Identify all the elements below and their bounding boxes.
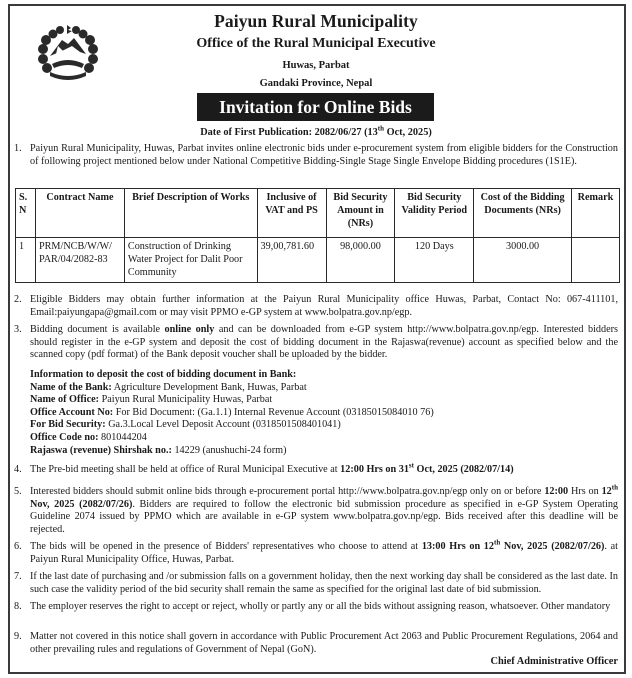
cell-remark (571, 238, 619, 283)
publication-date (0, 124, 632, 138)
col-header-remark: Remark (571, 189, 619, 238)
notice-item-9 (14, 631, 618, 656)
item-text: Eligible Bidders may obtain further information at the Paiyun Rural Municipality office Huwas, Parbat, Contact No: 067-411101, Email:paiyungapa@gmail.com or may visit PPMO e-GP system at www.bolpatra.gov.np/egp. (30, 294, 618, 318)
bids-table (15, 188, 620, 283)
bank-info-label: For Bid Security: (30, 419, 106, 431)
item-number: 9. (14, 631, 22, 642)
item-text-bold-part: Nov, 2025 (2082/07/26) (500, 541, 605, 552)
item-number: 2. (14, 294, 22, 305)
notice-item-4 (14, 461, 618, 477)
cell-bid-security-amount: 98,000.00 (326, 238, 395, 283)
item-text-part: Interested bidders should submit online bids through e-procurement portal http://www.bolpatra.gov.np/egp only on or before (30, 486, 545, 497)
item-number: 6. (14, 541, 22, 552)
item-text-part: The bids will be opened in the presence of Bidders' representatives who choose to attend at (30, 541, 422, 552)
notice-title-banner: Invitation for Online Bids (197, 93, 434, 121)
bank-info-value: Ga.3.Local Level Deposit Account (0318501508401041) (105, 419, 341, 431)
item-text-bold: 12:00 (544, 486, 569, 497)
item-text (30, 538, 618, 566)
col-header-contract-name: Contract Name (35, 189, 124, 238)
col-header-inclusive-vat: Inclusive of VAT and PS (257, 189, 326, 238)
bank-deposit-info (30, 369, 620, 457)
bank-info-label: Name of the Bank: (30, 381, 112, 393)
cell-bidding-doc-cost: 3000.00 (474, 238, 572, 283)
bank-info-label: Office Account No: (30, 406, 114, 418)
item-text-bold-part: 13:00 Hrs on 12 (421, 541, 494, 552)
cell-bid-security-validity: 120 Days (395, 238, 474, 283)
item-text-part: The Pre-bid meeting shall be held at office of Rural Municipal Executive at (30, 464, 341, 475)
col-header-bid-security-validity: Bid Security Validity Period (395, 189, 474, 238)
col-header-bidding-doc-cost: Cost of the Bidding Documents (NRs) (474, 189, 572, 238)
bank-info-value: 14229 (anushuchi-24 form) (171, 444, 287, 456)
bank-info-line (30, 445, 620, 458)
item-text-bold: online only (164, 324, 215, 335)
notice-item-8 (14, 601, 618, 614)
item-number: 4. (14, 464, 22, 475)
bank-info-line (30, 382, 620, 395)
item-number: 7. (14, 571, 22, 582)
col-header-bid-security-amount: Bid Security Amount in (NRs) (326, 189, 395, 238)
notice-item-2 (14, 294, 618, 319)
bank-info-label: Rajaswa (revenue) Shirshak no.: (30, 444, 172, 456)
item-text (30, 483, 619, 536)
notice-item-7 (14, 571, 618, 596)
pub-date-text: Date of First Publication: 2082/06/27 (13 (200, 127, 378, 138)
item-text-part: . Bidders are required to follow the electronic bid submission procedure as specified in e-GP System Operating Guideline 2074 issued by PPMO which are available in e-GP system www.bolpatra.gov.np/egp. Bids received after this deadline will be rejected. (30, 498, 619, 535)
pub-date-sup: th (377, 124, 385, 133)
item-text: Matter not covered in this notice shall govern in accordance with Public Procurement Act 2063 and Public Procurement Regulations, 2064 and other prevailing rules and regulations of Government of Nepal (GoN). (30, 631, 618, 655)
bank-info-line (30, 394, 620, 407)
bank-info-line (30, 432, 620, 445)
bank-info-value: For Bid Document: (Ga.1.1) Internal Revenue Account (03185015084010 76) (113, 406, 434, 418)
table-header-row (16, 189, 620, 238)
office-location: Huwas, Parbat (282, 60, 350, 71)
cell-description: Construction of Drinking Water Project for Dalit Poor Community (124, 238, 257, 283)
notice-item-5 (14, 483, 619, 536)
item-number: 8. (14, 601, 22, 612)
cell-contract-name: PRM/NCB/W/W/ PAR/04/2082-83 (35, 238, 124, 283)
cell-sn: 1 (16, 238, 36, 283)
item-text-bold-part: Nov, 2025 (2082/07/26) (30, 498, 133, 510)
col-header-description: Brief Description of Works (124, 189, 257, 238)
item-text-part: . at Paiyun Rural Municipality Office, Huwas, Parbat. (30, 541, 618, 565)
notice-item-6 (14, 538, 618, 566)
item-text-bold-part: Oct, 2025 (2082/07/14) (413, 464, 514, 475)
bank-info-value: 801044204 (98, 431, 147, 443)
pub-date-text-end: Oct, 2025) (384, 127, 432, 138)
item-text-part: and can be downloaded from e-GP system http://www.bolpatra.gov.np/egp. Interested bidders should register in the e-GP system and deposit the cost of bidding document in the Rajaswa(revenue) account as specified below and the scanned copy (pdf format) of the Bank deposit voucher shall be uploaded by the bidder. (30, 324, 619, 361)
bank-info-heading: Information to deposit the cost of bidding document in Bank: (30, 369, 297, 380)
bank-info-label: Office Code no: (30, 431, 99, 443)
item-text-sup: st (408, 461, 414, 470)
item-text-bold-part: 12 (601, 486, 612, 497)
office-name: Office of the Rural Municipal Executive (196, 36, 436, 51)
signatory-title: Chief Administrative Officer (490, 656, 618, 667)
item-text-sup: th (611, 483, 618, 492)
item-text (30, 461, 618, 477)
table-row (16, 238, 620, 283)
item-number: 1. (14, 143, 22, 154)
office-province: Gandaki Province, Nepal (259, 78, 373, 89)
item-text-part: Hrs on (568, 486, 602, 497)
bank-info-label: Name of Office: (30, 394, 100, 406)
item-number: 5. (14, 486, 22, 497)
item-text-bold-part: 12:00 Hrs on 31 (340, 464, 409, 475)
cell-inclusive-vat: 39,00,781.60 (257, 238, 326, 283)
item-text: If the last date of purchasing and /or submission falls on a government holiday, then the next working day shall be considered as the last date. In such case the validity period of the bid security shall remain the same as specified for the original last date of bid submission. (30, 571, 618, 595)
item-text-bold (421, 538, 605, 552)
item-text: The employer reserves the right to accept or reject, wholly or partly any or all the bids without assigning reason, whatsoever. Other mandatory (30, 601, 611, 612)
item-text (30, 324, 618, 362)
item-number: 3. (14, 324, 22, 335)
bank-info-line (30, 419, 620, 432)
item-text: Paiyun Rural Municipality, Huwas, Parbat invites online electronic bids under e-procurement system from eligible bidders for the Construction of following project mentioned below under National Competitive Bidding-Single Stage Single Envelope Bidding procedures (1S1E). (30, 143, 618, 167)
bank-info-value: Paiyun Rural Municipality Huwas, Parbat (99, 394, 273, 406)
bank-info-value: Agriculture Development Bank, Huwas, Parbat (111, 381, 307, 393)
notice-item-1 (14, 143, 618, 168)
notice-item-3 (14, 324, 618, 362)
organization-name: Paiyun Rural Municipality (214, 11, 418, 31)
bank-info-line (30, 407, 620, 420)
item-text-sup: th (494, 538, 501, 547)
col-header-sn: S. N (16, 189, 36, 238)
item-text-bold (340, 461, 514, 475)
item-text-part: Bidding document is available (30, 324, 165, 335)
